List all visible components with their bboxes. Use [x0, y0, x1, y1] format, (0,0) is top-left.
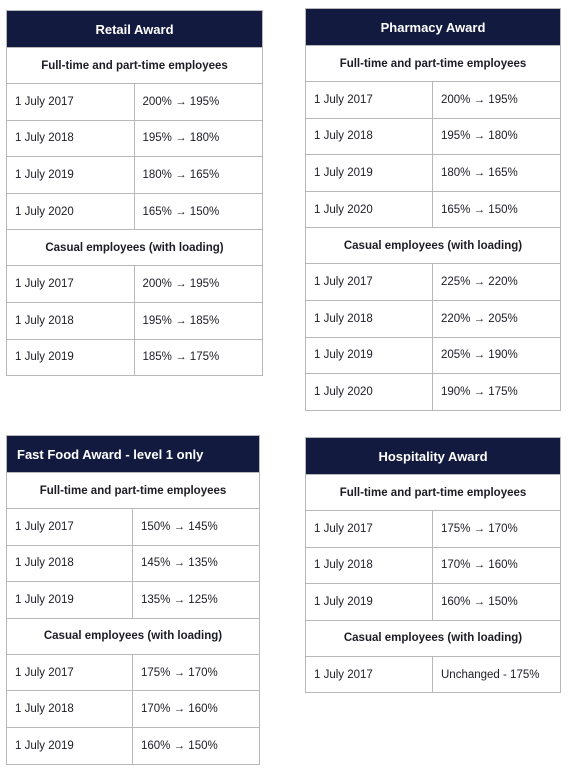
table-row: [306, 510, 560, 547]
date-cell: 1 July 2020: [7, 194, 135, 230]
table-row: [306, 337, 560, 374]
rate-cell: 180% → 165%: [142, 168, 220, 181]
section-heading: Casual employees (with loading): [306, 620, 560, 656]
table-row: [306, 191, 560, 228]
table-row: [7, 156, 262, 193]
section-heading: Full-time and part-time employees: [306, 474, 560, 510]
date-cell: 1 July 2018: [7, 303, 135, 339]
rate-cell: 180% → 165%: [441, 166, 518, 179]
table-row: [7, 83, 262, 120]
table-title: Fast Food Award - level 1 only: [7, 436, 259, 472]
table-row: [7, 727, 259, 764]
date-cell: 1 July 2018: [7, 546, 133, 582]
rate-cell: 170% → 160%: [141, 703, 218, 716]
section-heading: Full-time and part-time employees: [306, 45, 560, 81]
date-cell: 1 July 2018: [7, 691, 133, 727]
table-row: [7, 120, 262, 157]
rate-cell: 200% → 195%: [441, 93, 518, 106]
fast-food-award-table: [6, 435, 260, 765]
rate-cell: 135% → 125%: [141, 593, 218, 606]
table-row: [306, 154, 560, 191]
table-row: [7, 581, 259, 618]
section-heading: Full-time and part-time employees: [7, 47, 262, 83]
date-cell: 1 July 2019: [7, 582, 133, 618]
date-cell: 1 July 2019: [306, 584, 433, 620]
table-title: Hospitality Award: [306, 438, 560, 474]
rate-cell: 175% → 170%: [441, 522, 518, 535]
table-title: Pharmacy Award: [306, 9, 560, 45]
table-row: [7, 690, 259, 727]
date-cell: 1 July 2017: [306, 657, 433, 693]
rate-cell: 175% → 170%: [141, 666, 218, 679]
rate-cell: Unchanged - 175%: [441, 668, 540, 681]
table-row: [306, 656, 560, 693]
section-heading: Casual employees (with loading): [7, 618, 259, 654]
section-heading: Full-time and part-time employees: [7, 472, 259, 508]
date-cell: 1 July 2019: [7, 340, 135, 376]
table-title: Retail Award: [7, 11, 262, 47]
rate-cell: 150% → 145%: [141, 520, 218, 533]
table-row: [306, 583, 560, 620]
rate-cell: 145% → 135%: [141, 557, 218, 570]
rate-cell: 200% → 195%: [142, 95, 220, 108]
retail-award-table: [6, 10, 263, 376]
rate-cell: 225% → 220%: [441, 276, 518, 289]
rate-cell: 160% → 150%: [141, 739, 218, 752]
table-row: [306, 81, 560, 118]
date-cell: 1 July 2018: [306, 301, 433, 337]
rate-cell: 195% → 185%: [142, 314, 220, 327]
rate-cell: 205% → 190%: [441, 349, 518, 362]
date-cell: 1 July 2019: [7, 728, 133, 764]
date-cell: 1 July 2019: [306, 155, 433, 191]
date-cell: 1 July 2017: [7, 655, 133, 691]
date-cell: 1 July 2020: [306, 374, 433, 410]
hospitality-award-table: [305, 437, 561, 693]
date-cell: 1 July 2017: [7, 266, 135, 302]
date-cell: 1 July 2019: [306, 338, 433, 374]
date-cell: 1 July 2018: [306, 548, 433, 584]
table-row: [7, 508, 259, 545]
table-row: [7, 302, 262, 339]
table-row: [306, 300, 560, 337]
rate-cell: 170% → 160%: [441, 559, 518, 572]
date-cell: 1 July 2020: [306, 192, 433, 228]
table-row: [306, 118, 560, 155]
table-row: [7, 545, 259, 582]
date-cell: 1 July 2017: [306, 264, 433, 300]
rate-cell: 165% → 150%: [441, 203, 518, 216]
rate-cell: 190% → 175%: [441, 385, 518, 398]
table-row: [7, 654, 259, 691]
date-cell: 1 July 2017: [7, 84, 135, 120]
rate-cell: 165% → 150%: [142, 205, 220, 218]
rate-cell: 195% → 180%: [142, 132, 220, 145]
date-cell: 1 July 2017: [306, 82, 433, 118]
rate-cell: 200% → 195%: [142, 278, 220, 291]
table-row: [7, 339, 262, 376]
table-row: [306, 373, 560, 410]
table-row: [7, 265, 262, 302]
date-cell: 1 July 2017: [7, 509, 133, 545]
rate-cell: 220% → 205%: [441, 312, 518, 325]
date-cell: 1 July 2018: [306, 119, 433, 155]
section-heading: Casual employees (with loading): [306, 227, 560, 263]
table-row: [306, 547, 560, 584]
rate-cell: 160% → 150%: [441, 595, 518, 608]
rate-cell: 185% → 175%: [142, 351, 220, 364]
table-row: [7, 193, 262, 230]
table-row: [306, 263, 560, 300]
pharmacy-award-table: [305, 8, 561, 411]
date-cell: 1 July 2017: [306, 511, 433, 547]
date-cell: 1 July 2018: [7, 121, 135, 157]
section-heading: Casual employees (with loading): [7, 229, 262, 265]
rate-cell: 195% → 180%: [441, 130, 518, 143]
date-cell: 1 July 2019: [7, 157, 135, 193]
